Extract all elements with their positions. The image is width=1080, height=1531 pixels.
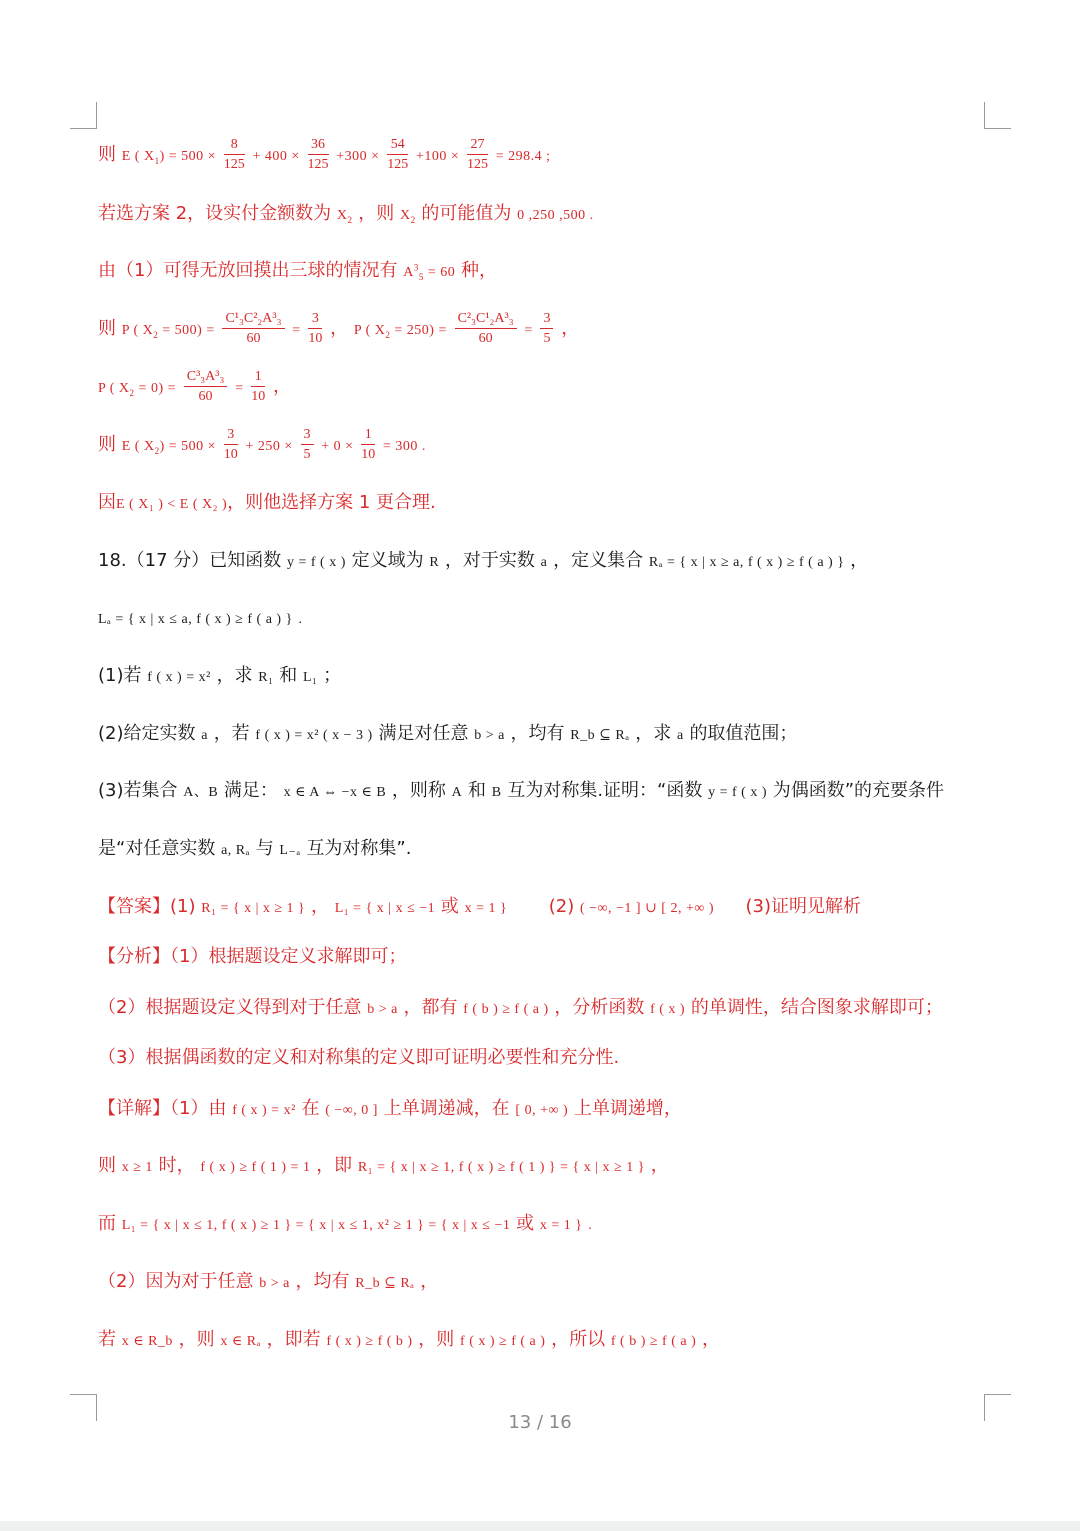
detail-part-2-continued: 若 x ∈ R_b ，则 x ∈ Rₐ ，即若 f ( x ) ≥ f ( b ) ，则 f ( x ) ≥ f ( a ) ，所以 f ( b ) ≥ f ( a ) ，: [98, 1329, 720, 1350]
fraction: $\frac{27}{125}$: [467, 137, 489, 172]
analysis-part-3: （3）根据偶函数的定义和对称集的定义即可证明必要性和充分性.: [98, 1047, 620, 1068]
question-part-2: (2)给定实数 a ，若 f ( x ) = x² ( x − 3 ) 满足对任意 b > a ，均有 R_b ⊆ Rₐ ，求 a 的取值范围；: [98, 723, 798, 744]
question-part-3-continued: 是“对任意实数 a, Rₐ 与 L₋ₐ 互为对称集”.: [98, 838, 412, 859]
question-part-3: (3)若集合 A、B 满足： x ∈ A ⇔ −x ∈ B ，则称 A 和 B 互为对称集.证明：“函数 y = f ( x ) 为偶函数”的充要条件: [98, 780, 945, 801]
crop-mark-top-left: [70, 102, 97, 129]
crop-mark-top-right: [984, 102, 1011, 129]
option2-line: 若选方案 2，设实付金额数为 $X_2$ ，则 $X_2$ 的可能值为 0 ,250 ,500 .: [98, 203, 594, 225]
expectation-x2-line: 则 E ( $X_2) = 500$ × $\frac{3}{10}$ + 250 × $\frac{3}{5}$ + 0 × $\frac{1}{10}$ = 300 .: [98, 427, 426, 462]
fraction: $\frac{\text{C²₃C¹₂A³₃}}{60}$: [455, 312, 517, 346]
analysis-part-1: 【分析】（1）根据题设定义求解即可；: [98, 946, 407, 967]
probability-line-2: P ( $X_2 = 0$) = $\frac{\text{C³₃A³₃}}{60}$ = $\frac{1}{10}$ ，: [98, 369, 291, 404]
fraction: $\frac{3}{5}$: [301, 428, 314, 462]
expectation-x1-line: 则 E ( $X_1) = 500$ × $\frac{8}{125}$ + 400 × $\frac{36}{125}$ +300 × $\frac{54}{125}$ +100 × $\frac{27}{125}$ = 298.4 ;: [98, 137, 551, 172]
bottom-bar: [0, 1521, 1080, 1531]
detail-part-1: 【详解】（1）由 f ( x ) = x² 在 ( −∞, 0 ] 上单调递减，在 [ 0, +∞ ) 上单调递增，: [98, 1098, 682, 1119]
question-18-stem: 18.（17 分）已知函数 y = f ( x ) 定义域为 R ，对于实数 a ，定义集合 Rₐ = { x | x ≥ a, f ( x ) ≥ f ( a ) } ，: [98, 550, 869, 571]
fraction: $\frac{1}{10}$: [361, 427, 376, 462]
detail-l1-derivation: 而 L₁ = { x | x ≤ 1, f ( x ) ≥ 1 } = { x | x ≤ 1, x² ≥ 1 } = { x | x ≤ −1 或 x = 1 } .: [98, 1213, 593, 1234]
analysis-part-2: （2）根据题设定义得到对于任意 b > a ，都有 f ( b ) ≥ f ( a ) ，分析函数 f ( x ) 的单调性，结合图象求解即可；: [98, 997, 943, 1018]
fraction: $\frac{\text{C³₃A³₃}}{60}$: [184, 370, 228, 404]
fraction: $\frac{1}{10}$: [251, 369, 266, 404]
fraction: $\frac{36}{125}$: [307, 137, 329, 172]
permutation-line: 由（1）可得无放回摸出三球的情况有 $A^3_5 = 60$ 种，: [98, 260, 497, 282]
probability-line-1: 则 P ( $X_2 = 500$) = $\frac{\text{C¹₃C²₂A³₃}}{60}$ = $\frac{3}{10}$ ， P ( $X_2 = 250$) = $\frac{\text{C²₃C¹₂A³₃}}{60}$ = $\frac{3}{5}$ ，: [98, 311, 580, 346]
conclusion-line: 因E ( X₁ ) < E ( X₂ )，则他选择方案 1 更合理.: [98, 492, 436, 513]
detail-r1-derivation: 则 x ≥ 1 时， f ( x ) ≥ f ( 1 ) = 1 ，即 R₁ = { x | x ≥ 1, f ( x ) ≥ f ( 1 ) } = { x | x ≥ 1 } ，: [98, 1155, 669, 1176]
detail-part-2: （2）因为对于任意 b > a ，均有 R_b ⊆ Rₐ ，: [98, 1271, 439, 1292]
fraction: $\frac{54}{125}$: [387, 137, 409, 172]
fraction: $\frac{3}{10}$: [308, 311, 323, 346]
question-part-1: (1)若 f ( x ) = x² ，求 R₁ 和 L₁ ；: [98, 665, 342, 686]
fraction: $\frac{3}{5}$: [540, 312, 553, 346]
set-l-definition: Lₐ = { x | x ≤ a, f ( x ) ≥ f ( a ) } .: [98, 612, 303, 627]
fraction: $\frac{8}{125}$: [223, 137, 245, 172]
fraction: $\frac{3}{10}$: [223, 427, 238, 462]
page-number: 13 / 16: [508, 1412, 572, 1433]
answer-line: 【答案】(1) R₁ = { x | x ≥ 1 } ， L₁ = { x | x ≤ −1 或 x = 1 } (2) ( −∞, −1 ] ∪ [ 2, +∞ ) (3)证明见解析: [98, 896, 861, 917]
fraction: $\frac{\text{C¹₃C²₂A³₃}}{60}$: [222, 312, 284, 346]
